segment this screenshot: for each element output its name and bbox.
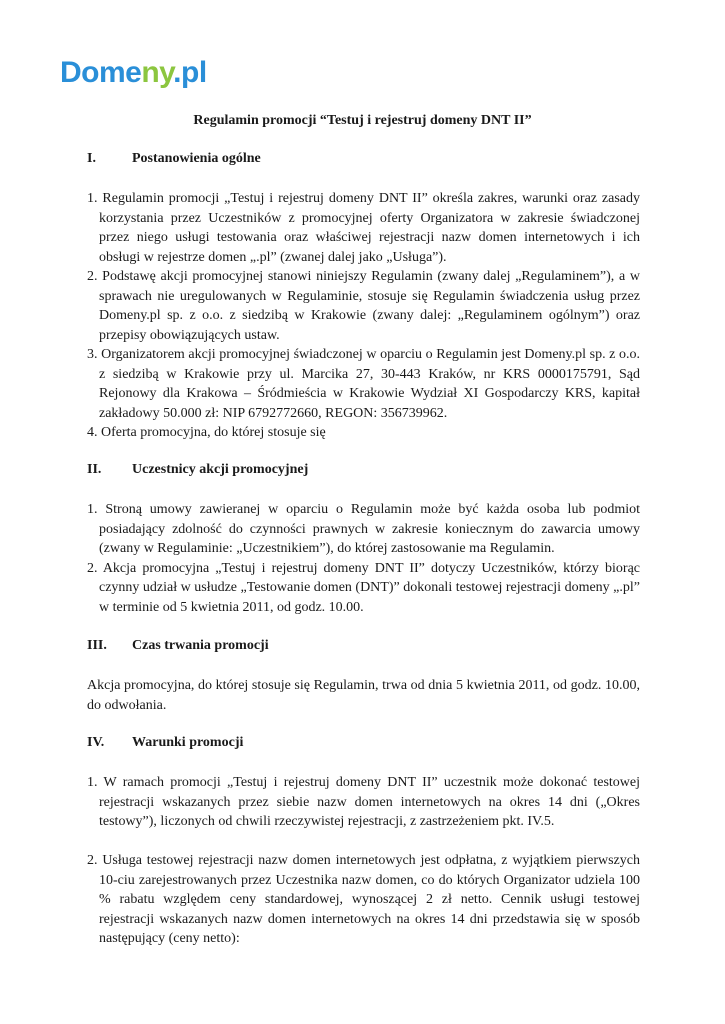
section-heading: III. Czas trwania promocji (87, 638, 269, 653)
list-item: 1. Stroną umowy zawieranej w oparciu o Regulamin może być każda osoba lub podmiot posiadający zdolność do czynności prawnych w zakresie koniecznym do zawarcia umowy (zwany w Regulaminie: „Uczestnikiem”), do której zastosowanie ma Regulamin. (87, 502, 640, 556)
section-heading: IV. Warunki promocji (87, 735, 244, 750)
list-item: 1. W ramach promocji „Testuj i rejestruj domeny DNT II” uczestnik może dokonać testowej rejestracji wskazanych przez siebie nazw domen internetowych na okres 14 dni („Okres testowy”), liczonych od chwili rzeczywistej rejestracji, z zastrzeżeniem pkt. IV.5. (87, 775, 640, 829)
section-heading: II. Uczestnicy akcji promocyjnej (87, 462, 309, 477)
list-item: 2. Akcja promocyjna „Testuj i rejestruj domeny DNT II” dotyczy Uczestników, którzy biorąc czynny udział w usłudze „Testowanie domen (DNT)” dokonali testowej rejestracji domeny „.pl” w terminie od 5 kwietnia 2011, od godz. 10.00. (87, 560, 640, 615)
section-4-list-a (87, 773, 640, 832)
domeny-logo: Domeny.pl (60, 56, 207, 89)
list-item: 1. Regulamin promocji „Testuj i rejestruj domeny DNT II” określa zakres, warunki oraz zasady korzystania przez Uczestników z promocyjnej oferty Organizatora w zakresie świadczonej przez niego usługi testowania oraz właściwej rejestracji nazw domen internetowych i ich obsługi w rejestrze domen „.pl” (zwanej dalej jako „Usługa”). (87, 191, 640, 265)
section-1-list (87, 189, 640, 443)
section-3-text: Akcja promocyjna, do której stosuje się Regulamin, trwa od dnia 5 kwietnia 2011, od godz. 10.00, do odwołania. (87, 678, 640, 713)
section-2-list (87, 500, 640, 617)
list-item: 2. Podstawę akcji promocyjnej stanowi niniejszy Regulamin (zwany dalej „Regulaminem”), a w sprawach nie uregulowanych w Regulaminie, stosuje się Regulamin świadczenia usług przez Domeny.pl sp. z o.o. z siedzibą w Krakowie (zwany dalej: „Regulaminem ogólnym”) oraz przepisy obowiązujących ustaw. (87, 269, 640, 343)
section-heading: I. Postanowienia ogólne (87, 151, 261, 166)
document-title: Regulamin promocji “Testuj i rejestruj domeny DNT II” (193, 113, 532, 128)
list-item: 3. Organizatorem akcji promocyjnej świadczonej w oparciu o Regulamin jest Domeny.pl sp. z o.o. z siedzibą w Krakowie przy ul. Marcika 27, 30-443 Kraków, nr KRS 0000175791, Sąd Rejonowy dla Krakowa – Śródmieścia w Krakowie Wydział XI Gospodarczy KRS, kapitał zakładowy 50.000 zł: NIP 6792772660, REGON: 356739962. (87, 347, 640, 421)
section-4-list-b (87, 851, 640, 949)
list-item: 2. Usługa testowej rejestracji nazw domen internetowych jest odpłatna, z wyjątkiem pierwszych 10-ciu zarejestrowanych przez Uczestnika nazw domen, co do których Organizator udziela 100 % rabatu względem ceny standardowej, wynoszącej 2 zł netto. Cennik usługi testowej rejestracji wskazanych nazw domen internetowych na okres 14 dni przedstawia się w sposób następujący (ceny netto): (87, 853, 640, 946)
list-item: 4. Oferta promocyjna, do której stosuje się (87, 425, 326, 440)
